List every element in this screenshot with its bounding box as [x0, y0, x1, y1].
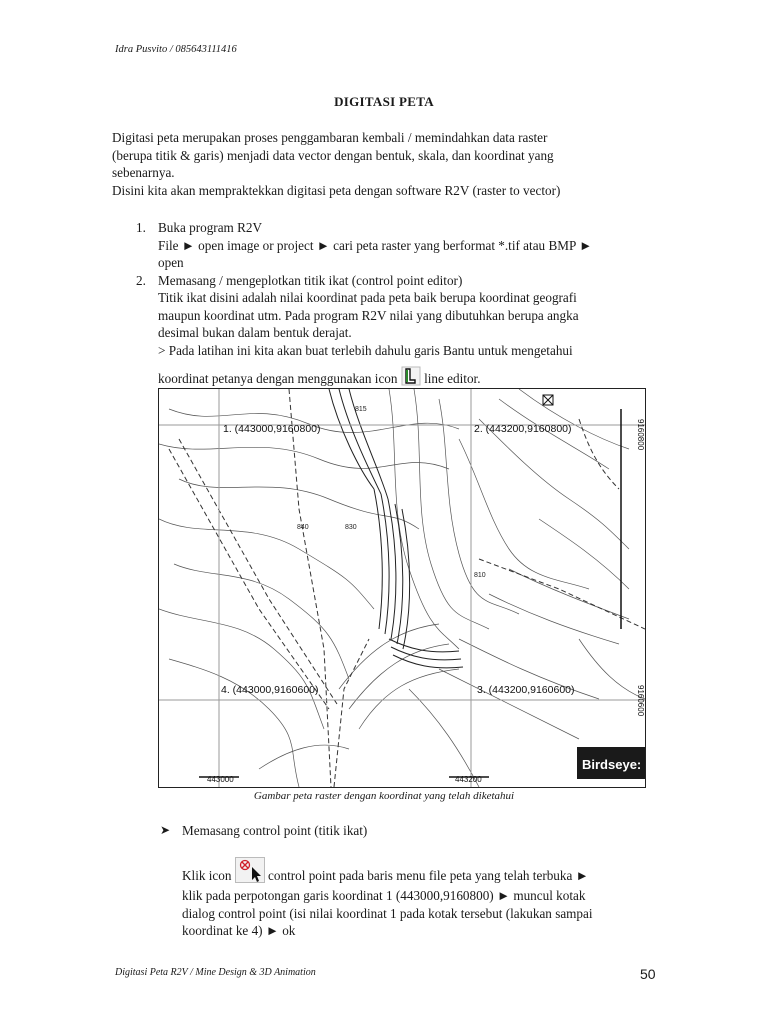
step-item: [136, 219, 656, 272]
map-svg: [159, 389, 645, 787]
page-title: DIGITASI PETA: [334, 94, 434, 109]
spot-label: 830: [345, 524, 357, 531]
step-text: koordinat petanya dengan menggunakan icon: [158, 371, 398, 386]
birdseye-panel: [577, 747, 645, 779]
intro-paragraph: [112, 129, 652, 199]
step-line: open: [158, 255, 184, 270]
intro-line: Disini kita akan mempraktekkan digitasi peta dengan software R2V (raster to vector): [112, 182, 561, 198]
step-item: [136, 272, 656, 391]
step-text: line editor.: [424, 371, 481, 386]
steps-list: [136, 219, 656, 391]
bullet-title: Memasang control point (titik ikat): [182, 823, 368, 838]
step-title: Buka program R2V: [158, 220, 263, 235]
step-line: maupun koordinat utm. Pada program R2V nilai yang dibutuhkan berupa angka: [158, 307, 579, 323]
bullet-line: dialog control point (isi nilai koordinat 1 pada kotak tersebut (lakukan sampai: [182, 905, 593, 921]
footer-title: Digitasi Peta R2V / Mine Design & 3D Animation: [115, 967, 316, 978]
bullet-line: [182, 857, 660, 888]
step-number: 2.: [136, 272, 146, 288]
intro-line: Digitasi peta merupakan proses penggambaran kembali / memindahkan data raster: [112, 130, 548, 145]
bullet-line: klik pada perpotongan garis koordinat 1 (443000,9160800) ► muncul kotak: [182, 888, 586, 903]
spot-label: 815: [355, 406, 367, 413]
raster-map-figure: [158, 388, 646, 788]
step-line: Titik ikat disini adalah nilai koordinat pada peta baik berupa koordinat geografi: [158, 290, 577, 305]
control-point-4-label: 4. (443000,9160600): [221, 684, 319, 696]
intro-line: (berupa titik & garis) menjadi data vector dengan bentuk, skala, dan koordinat yang: [112, 147, 554, 163]
spot-label: 840: [297, 524, 309, 531]
step-line: File ► open image or project ► cari peta raster yang berformat *.tif atau BMP ►: [158, 237, 593, 253]
line-editor-icon: [401, 366, 421, 391]
y-coordinate-label: 9160600: [636, 685, 645, 717]
step-title: Memasang / mengeplotkan titik ikat (control point editor): [158, 272, 463, 288]
figure-caption: Gambar peta raster dengan koordinat yang telah diketahui: [253, 790, 515, 802]
control-point-1-label: 1. (443000,9160800): [223, 423, 321, 435]
step-number: 1.: [136, 220, 146, 235]
bullet-text: Klik icon: [182, 867, 232, 883]
bullet-arrow-icon: ➤: [160, 823, 171, 837]
x-coordinate-label: 443200: [455, 775, 482, 784]
control-point-2-label: 2. (443200,9160800): [474, 423, 572, 435]
intro-line: sebenarnya.: [112, 165, 175, 180]
step-line: desimal bukan dalam bentuk derajat.: [158, 325, 352, 340]
bullet-title-row: [160, 822, 660, 840]
spot-label: 810: [474, 572, 486, 579]
control-point-icon: [235, 857, 265, 888]
y-coordinate-label: 9160800: [636, 419, 645, 451]
bullet-body: [160, 857, 660, 940]
step-line: > Pada latihan ini kita akan buat terlebih dahulu garis Bantu untuk mengetahui: [158, 342, 573, 358]
x-coordinate-label: 443000: [207, 775, 234, 784]
birdseye-label: Birdseye:: [582, 757, 642, 772]
step-line: [158, 366, 656, 391]
bullet-text: control point pada baris menu file peta yang telah terbuka ►: [268, 867, 589, 883]
control-point-3-label: 3. (443200,9160600): [477, 684, 575, 696]
bullet-line: koordinat ke 4) ► ok: [182, 923, 296, 938]
page-number: 50: [640, 966, 656, 982]
control-point-section: [160, 822, 660, 940]
header-author: Idra Pusvito / 085643111416: [115, 44, 237, 55]
